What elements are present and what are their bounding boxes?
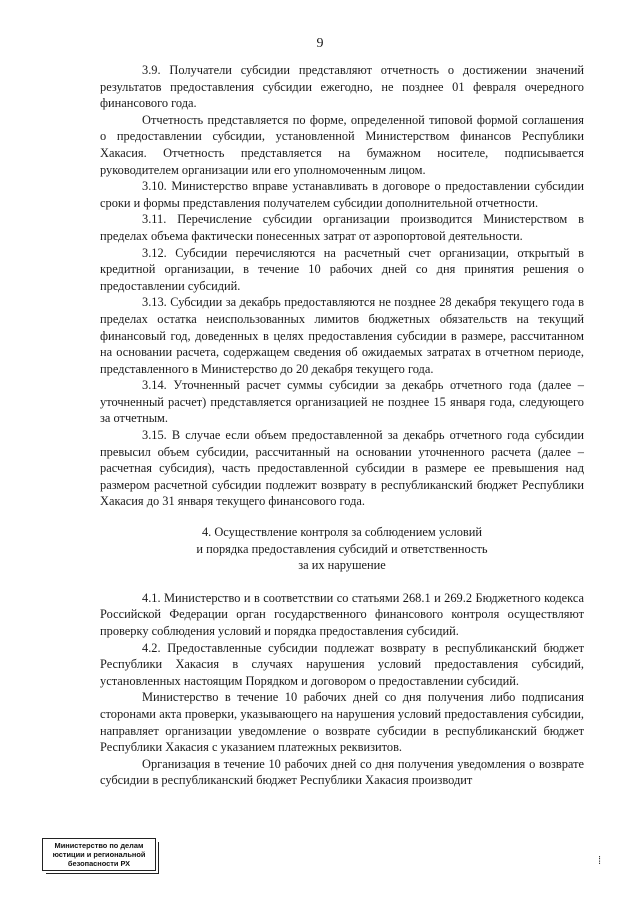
paragraph-3-10: 3.10. Министерство вправе устанавливать в договоре о предоставлении субсидии сроки и формы представления получателем субсидии дополнительной отчетности.: [100, 179, 584, 210]
margin-mark-icon: ⁞: [598, 855, 602, 867]
paragraph-3-15: 3.15. В случае если объем предоставленной за декабрь отчетного года субсидии превысил объем субсидии, рассчитанный на основании уточненного расчета (далее – расчетная субсидия), часть предоставленной субсидии в размере ее превышения над размером расчетной субсидии подлежит возврату в республиканский бюджет Республики Хакасия до 31 января текущего финансового года.: [100, 428, 584, 509]
section-heading-line: за их нарушение: [298, 558, 386, 573]
ministry-stamp: [42, 838, 156, 871]
paragraph-3-13: 3.13. Субсидии за декабрь предоставляются не позднее 28 декабря текущего года в пределах остатка неиспользованных лимитов бюджетных обязательств на текущий финансовый год, доведенных в целях предоставления субсидии в размере, рассчитанном на основании расчета, содержащем сведения об ожидаемых затратах в отчетном периоде, представленного в Министерство до 20 декабря текущего года.: [100, 295, 584, 376]
section-4-heading: [100, 524, 584, 574]
paragraph-reporting: Отчетность представляется по форме, определенной типовой формой соглашения о предоставлении субсидии, установленной Министерством финансов Республики Хакасия. Отчетность представляется на бумажном носителе, подписывается руководителем организации или его уполномоченным лицом.: [100, 112, 584, 177]
document-body: [100, 62, 584, 789]
page-number: 9: [316, 36, 324, 51]
section-heading-line: 4. Осуществление контроля за соблюдением условий: [201, 525, 483, 540]
paragraph-notification: Министерство в течение 10 рабочих дней со дня получения либо подписания сторонами акта проверки, указывающего на нарушения условий предоставления субсидии, направляет организации уведомление о возврате субсидии в республиканский бюджет Республики Хакасия с указанием платежных реквизитов.: [100, 690, 584, 755]
stamp-line: юстиции и региональной: [52, 850, 146, 859]
section-heading-line: и порядка предоставления субсидий и ответственность: [196, 541, 488, 556]
paragraph-3-11: 3.11. Перечисление субсидии организации производится Министерством в пределах объема фактически понесенных затрат от аэропортовой деятельности.: [100, 212, 584, 243]
paragraph-3-12: 3.12. Субсидии перечисляются на расчетный счет организации, открытый в кредитной организации, в течение 10 рабочих дней со дня принятия решения о предоставлении субсидий.: [100, 245, 584, 293]
paragraph-3-9: 3.9. Получатели субсидии представляют отчетность о достижении значений результатов предоставления субсидии ежегодно, не позднее 01 февраля очередного финансового года.: [100, 63, 584, 111]
stamp-line: Министерство по делам: [54, 841, 144, 850]
paragraph-4-1: 4.1. Министерство и в соответствии со статьями 268.1 и 269.2 Бюджетного кодекса Российской Федерации орган государственного финансового контроля осуществляют проверку соблюдения условий и порядка предоставления субсидий.: [100, 590, 584, 638]
paragraph-4-2: 4.2. Предоставленные субсидии подлежат возврату в республиканский бюджет Республики Хакасия в случаях нарушения условий предоставления субсидий, установленных настоящим Порядком и договором о предоставлении субсидий.: [100, 640, 584, 688]
stamp-line: безопасности РХ: [67, 859, 131, 868]
paragraph-3-14: 3.14. Уточненный расчет суммы субсидии за декабрь отчетного года (далее – уточненный расчет) представляется организацией не позднее 15 января года, следующего за отчетным.: [100, 378, 584, 426]
paragraph-refund: Организация в течение 10 рабочих дней со дня получения уведомления о возврате субсидии в республиканский бюджет Республики Хакасия производит: [100, 756, 584, 788]
